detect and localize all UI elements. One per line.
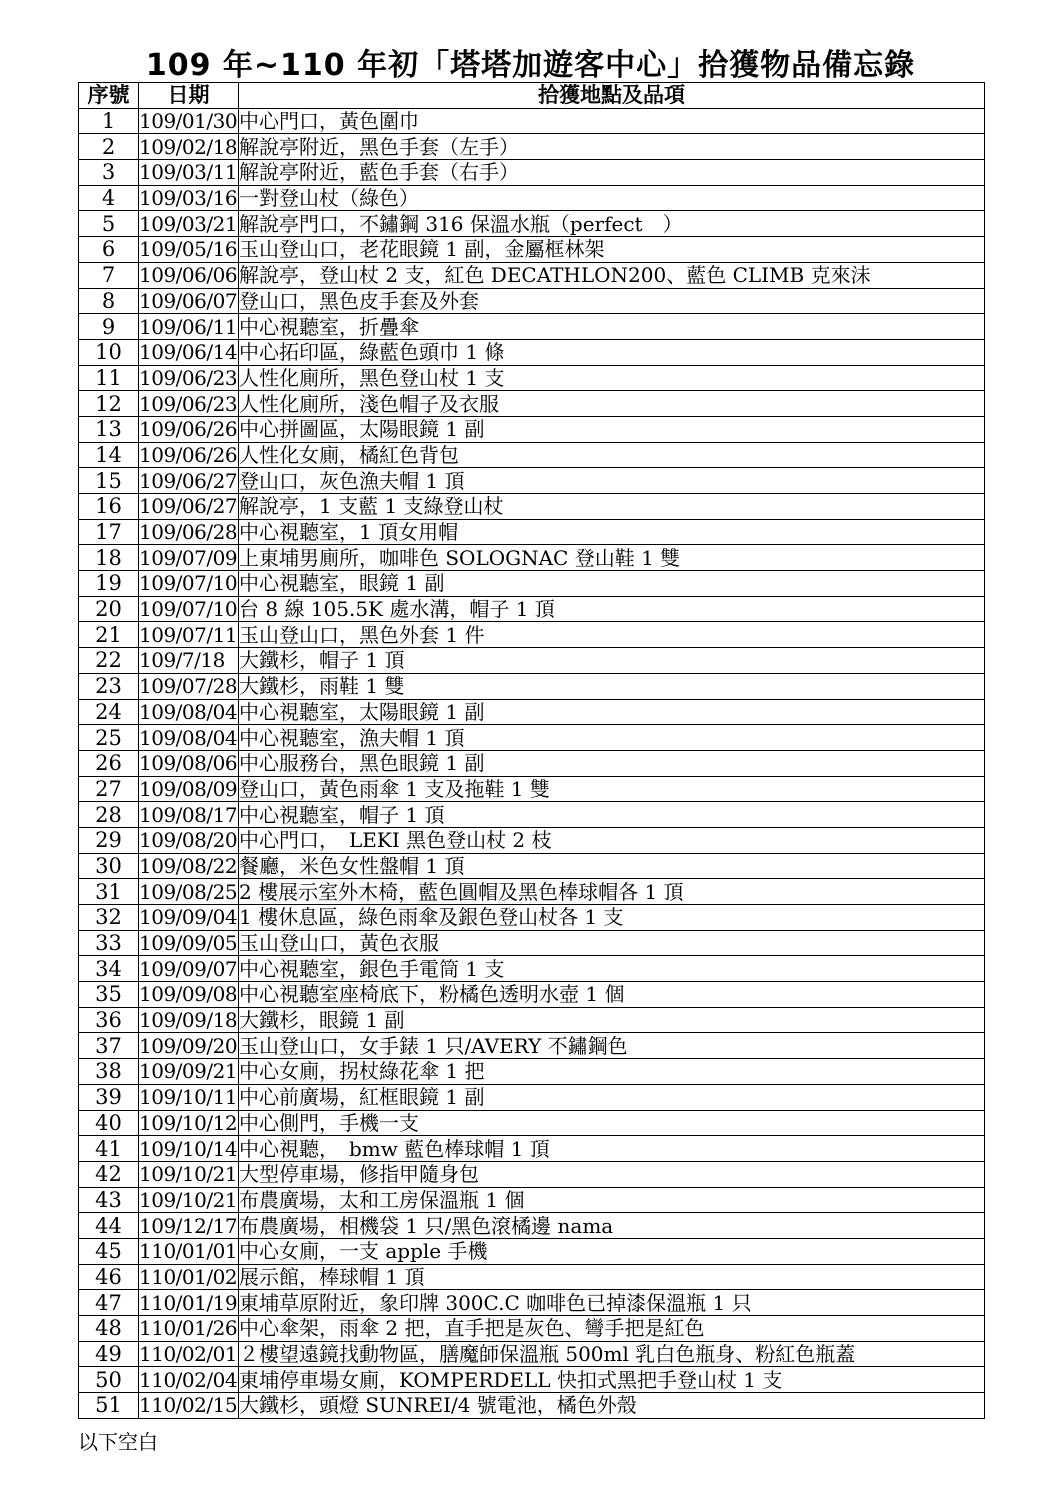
serial-cell: 51 (79, 1393, 139, 1419)
table-row (79, 1059, 985, 1085)
date-cell: 109/10/11 (139, 1085, 238, 1110)
serial-cell: 29 (79, 827, 139, 853)
table-row (79, 468, 985, 494)
table-row (79, 673, 985, 699)
date-cell: 109/06/26 (139, 442, 238, 467)
serial-cell: 24 (79, 699, 139, 725)
date-cell: 109/10/21 (139, 1187, 238, 1212)
date-cell: 109/09/18 (139, 1008, 238, 1033)
item-cell: 大型停車場，修指甲隨身包 (239, 1161, 985, 1187)
serial-cell: 49 (79, 1341, 139, 1367)
item-cell: 玉山登山口，黃色衣服 (239, 930, 985, 956)
table-row (79, 622, 985, 648)
table-row (79, 519, 985, 545)
item-cell: 玉山登山口，黑色外套 1 件 (239, 622, 985, 648)
item-cell: 登山口，黑色皮手套及外套 (239, 288, 985, 314)
table-row (79, 827, 985, 853)
date-cell: 109/07/28 (139, 674, 238, 699)
table-row (79, 288, 985, 314)
item-cell: 人性化女廁，橘紅色背包 (239, 442, 985, 468)
table-row (79, 314, 985, 340)
table-row (79, 108, 985, 134)
table-row (79, 853, 985, 879)
item-cell: 1 樓休息區，綠色雨傘及銀色登山杖各 1 支 (239, 905, 985, 931)
item-cell: 中心門口，黃色圍巾 (239, 108, 985, 134)
table-row (79, 699, 985, 725)
serial-cell: 5 (79, 211, 139, 237)
table-row (79, 1213, 985, 1239)
table-row (79, 930, 985, 956)
table-row (79, 1161, 985, 1187)
item-cell: 玉山登山口，女手錶 1 只/AVERY 不鏽鋼色 (239, 1033, 985, 1059)
table-row (79, 237, 985, 263)
serial-cell: 43 (79, 1187, 139, 1213)
date-cell: 109/03/11 (139, 160, 238, 185)
date-cell: 109/06/27 (139, 494, 238, 519)
item-cell: ２樓望遠鏡找動物區，膳魔師保溫瓶 500ml 乳白色瓶身、粉紅色瓶蓋 (239, 1341, 985, 1367)
serial-cell: 26 (79, 750, 139, 776)
serial-cell: 15 (79, 468, 139, 494)
item-cell: 東埔停車場女廁，KOMPERDELL 快扣式黑把手登山杖 1 支 (239, 1367, 985, 1393)
date-cell: 109/08/17 (139, 802, 238, 827)
date-cell: 109/07/10 (139, 571, 238, 596)
table-row (79, 1007, 985, 1033)
item-cell: 布農廣場，相機袋 1 只/黑色滾橘邊 nama (239, 1213, 985, 1239)
item-cell: 中心服務台，黑色眼鏡 1 副 (239, 750, 985, 776)
item-cell: 解說亭附近，黑色手套（左手） (239, 134, 985, 160)
end-note: 以下空白 (78, 1430, 158, 1454)
date-cell: 109/03/16 (139, 186, 238, 211)
serial-cell: 4 (79, 185, 139, 211)
item-cell: 中心拓印區，綠藍色頭巾 1 條 (239, 339, 985, 365)
table-row (79, 1187, 985, 1213)
table-row (79, 1393, 985, 1419)
table-row (79, 545, 985, 571)
item-cell: 登山口，灰色漁夫帽 1 頂 (239, 468, 985, 494)
item-cell: 中心門口， LEKI 黑色登山杖 2 枝 (239, 827, 985, 853)
table-row (79, 802, 985, 828)
serial-cell: 21 (79, 622, 139, 648)
date-cell: 110/02/15 (139, 1393, 238, 1418)
date-cell: 109/7/18 (139, 648, 239, 674)
date-cell: 109/08/06 (139, 751, 238, 776)
date-cell: 109/03/21 (139, 211, 238, 236)
serial-cell: 14 (79, 442, 139, 468)
date-cell: 109/06/26 (139, 417, 238, 442)
table-row (79, 185, 985, 211)
date-cell: 109/09/05 (139, 931, 238, 956)
date-cell: 109/06/11 (139, 314, 238, 339)
date-cell: 110/02/04 (139, 1367, 238, 1392)
date-cell: 109/09/08 (139, 982, 238, 1007)
table-row (79, 905, 985, 931)
serial-cell: 16 (79, 494, 139, 520)
serial-cell: 11 (79, 365, 139, 391)
item-cell: 中心側門，手機一支 (239, 1110, 985, 1136)
item-cell: 中心視聽室，太陽眼鏡 1 副 (239, 699, 985, 725)
item-cell: 中心視聽室，帽子 1 頂 (239, 802, 985, 828)
date-cell: 109/06/06 (139, 263, 238, 288)
serial-cell: 30 (79, 853, 139, 879)
serial-cell: 17 (79, 519, 139, 545)
table-row (79, 416, 985, 442)
table-row (79, 494, 985, 520)
date-cell: 109/08/20 (139, 828, 238, 853)
table-row (79, 1264, 985, 1290)
page-title: 109 年~110 年初「塔塔加遊客中心」拾獲物品備忘錄 (145, 48, 916, 83)
date-cell: 109/10/14 (139, 1136, 238, 1161)
item-cell: 中心視聽室，眼鏡 1 副 (239, 571, 985, 597)
serial-cell: 32 (79, 905, 139, 931)
serial-cell: 13 (79, 416, 139, 442)
date-cell: 109/10/12 (139, 1110, 238, 1135)
item-cell: 上東埔男廁所，咖啡色 SOLOGNAC 登山鞋 1 雙 (239, 545, 985, 571)
header-date: 日期 (139, 83, 239, 109)
table-row (79, 596, 985, 622)
serial-cell: 2 (79, 134, 139, 160)
item-cell: 中心視聽室座椅底下，粉橘色透明水壺 1 個 (239, 982, 985, 1008)
serial-cell: 34 (79, 956, 139, 982)
table-row (79, 1290, 985, 1316)
date-cell: 109/09/20 (139, 1033, 238, 1058)
table-row (79, 1341, 985, 1367)
serial-cell: 10 (79, 339, 139, 365)
table-row (79, 1316, 985, 1342)
serial-cell: 19 (79, 571, 139, 597)
date-cell: 109/06/23 (139, 391, 238, 416)
date-cell: 109/09/21 (139, 1059, 238, 1084)
item-cell: 大鐵杉，眼鏡 1 副 (239, 1007, 985, 1033)
table-row (79, 1367, 985, 1393)
date-cell: 109/05/16 (139, 237, 238, 262)
table-row (79, 879, 985, 905)
serial-cell: 3 (79, 160, 139, 186)
serial-cell: 23 (79, 673, 139, 699)
date-cell: 110/01/26 (139, 1316, 238, 1341)
date-cell: 109/06/23 (139, 365, 238, 390)
serial-cell: 7 (79, 262, 139, 288)
table-row (79, 134, 985, 160)
table-header-row (79, 83, 985, 109)
serial-cell: 9 (79, 314, 139, 340)
item-cell: 解說亭，1 支藍 1 支綠登山杖 (239, 494, 985, 520)
date-cell: 109/12/17 (139, 1213, 238, 1238)
serial-cell: 41 (79, 1136, 139, 1162)
serial-cell: 33 (79, 930, 139, 956)
item-cell: 東埔草原附近，象印牌 300C.C 咖啡色已掉漆保溫瓶 1 只 (239, 1290, 985, 1316)
table-row (79, 956, 985, 982)
item-cell: 中心視聽室，折疊傘 (239, 314, 985, 340)
serial-cell: 37 (79, 1033, 139, 1059)
table-row (79, 160, 985, 186)
item-cell: 台 8 線 105.5K 處水溝，帽子 1 頂 (239, 596, 985, 622)
item-cell: 一對登山杖（綠色） (239, 185, 985, 211)
date-cell: 109/01/30 (139, 109, 238, 134)
table-row (79, 982, 985, 1008)
serial-cell: 39 (79, 1084, 139, 1110)
serial-cell: 31 (79, 879, 139, 905)
item-cell: 大鐵杉，雨鞋 1 雙 (239, 673, 985, 699)
date-cell: 109/06/28 (139, 520, 238, 545)
date-cell: 109/10/21 (139, 1162, 238, 1187)
header-serial: 序號 (79, 83, 139, 109)
serial-cell: 38 (79, 1059, 139, 1085)
table-row (79, 1084, 985, 1110)
serial-cell: 42 (79, 1161, 139, 1187)
table-row (79, 391, 985, 417)
item-cell: 解說亭附近，藍色手套（右手） (239, 160, 985, 186)
item-cell: 中心前廣場，紅框眼鏡 1 副 (239, 1084, 985, 1110)
item-cell: 布農廣場，太和工房保溫瓶 1 個 (239, 1187, 985, 1213)
table-row (79, 1136, 985, 1162)
item-cell: 登山口，黃色雨傘 1 支及拖鞋 1 雙 (239, 776, 985, 802)
item-cell: 解說亭門口，不鏽鋼 316 保溫水瓶（perfect ） (239, 211, 985, 237)
serial-cell: 40 (79, 1110, 139, 1136)
date-cell: 109/07/09 (139, 545, 238, 570)
table-row (79, 750, 985, 776)
item-cell: 中心視聽室，銀色手電筒 1 支 (239, 956, 985, 982)
serial-cell: 28 (79, 802, 139, 828)
date-cell: 109/06/07 (139, 288, 238, 313)
serial-cell: 1 (79, 108, 139, 134)
item-cell: 展示館，棒球帽 1 頂 (239, 1264, 985, 1290)
serial-cell: 47 (79, 1290, 139, 1316)
date-cell: 109/08/09 (139, 776, 238, 801)
lost-items-table (78, 82, 985, 1419)
serial-cell: 44 (79, 1213, 139, 1239)
item-cell: 大鐵杉，帽子 1 頂 (239, 648, 985, 674)
date-cell: 109/02/18 (139, 134, 238, 159)
date-cell: 109/08/22 (139, 853, 238, 878)
date-cell: 109/09/04 (139, 905, 238, 930)
date-cell: 109/08/25 (139, 879, 238, 904)
serial-cell: 46 (79, 1264, 139, 1290)
date-cell: 110/02/01 (139, 1342, 238, 1367)
item-cell: 2 樓展示室外木椅，藍色圓帽及黑色棒球帽各 1 頂 (239, 879, 985, 905)
header-location-item: 拾獲地點及品項 (239, 83, 985, 109)
serial-cell: 25 (79, 725, 139, 751)
date-cell: 109/09/07 (139, 956, 238, 981)
serial-cell: 8 (79, 288, 139, 314)
date-cell: 110/01/19 (139, 1290, 238, 1315)
serial-cell: 6 (79, 237, 139, 263)
date-cell: 109/08/04 (139, 699, 238, 724)
serial-cell: 22 (79, 648, 139, 674)
table-row (79, 262, 985, 288)
serial-cell: 50 (79, 1367, 139, 1393)
item-cell: 解說亭，登山杖 2 支，紅色 DECATHLON200、藍色 CLIMB 克來沬 (239, 262, 985, 288)
item-cell: 中心視聽室，漁夫帽 1 頂 (239, 725, 985, 751)
table-row (79, 442, 985, 468)
date-cell: 109/07/11 (139, 622, 238, 647)
serial-cell: 36 (79, 1007, 139, 1033)
serial-cell: 18 (79, 545, 139, 571)
item-cell: 餐廳，米色女性盤帽 1 頂 (239, 853, 985, 879)
serial-cell: 45 (79, 1238, 139, 1264)
table-row (79, 339, 985, 365)
date-cell: 110/01/02 (139, 1264, 238, 1289)
item-cell: 玉山登山口，老花眼鏡 1 副，金屬框林架 (239, 237, 985, 263)
table-row (79, 1238, 985, 1264)
serial-cell: 12 (79, 391, 139, 417)
item-cell: 中心女廁，一支 apple 手機 (239, 1238, 985, 1264)
serial-cell: 27 (79, 776, 139, 802)
item-cell: 中心拼圖區，太陽眼鏡 1 副 (239, 416, 985, 442)
table-row (79, 1110, 985, 1136)
item-cell: 中心視聽， bmw 藍色棒球帽 1 頂 (239, 1136, 985, 1162)
table-row (79, 776, 985, 802)
table-row (79, 648, 985, 674)
table-row (79, 571, 985, 597)
serial-cell: 35 (79, 982, 139, 1008)
table-row (79, 365, 985, 391)
date-cell: 109/06/14 (139, 340, 238, 365)
serial-cell: 48 (79, 1316, 139, 1342)
item-cell: 中心視聽室，1 頂女用帽 (239, 519, 985, 545)
item-cell: 人性化廁所，黑色登山杖 1 支 (239, 365, 985, 391)
date-cell: 109/07/10 (139, 597, 238, 622)
date-cell: 110/01/01 (139, 1239, 238, 1264)
date-cell: 109/08/04 (139, 725, 238, 750)
table-row (79, 211, 985, 237)
item-cell: 中心傘架，雨傘 2 把，直手把是灰色、彎手把是紅色 (239, 1316, 985, 1342)
table-row (79, 725, 985, 751)
item-cell: 人性化廁所，淺色帽子及衣服 (239, 391, 985, 417)
date-cell: 109/06/27 (139, 468, 238, 493)
item-cell: 中心女廁，拐杖綠花傘 1 把 (239, 1059, 985, 1085)
item-cell: 大鐵杉，頭燈 SUNREI/4 號電池，橘色外殼 (239, 1393, 985, 1419)
table-body (79, 108, 985, 1418)
serial-cell: 20 (79, 596, 139, 622)
table-row (79, 1033, 985, 1059)
